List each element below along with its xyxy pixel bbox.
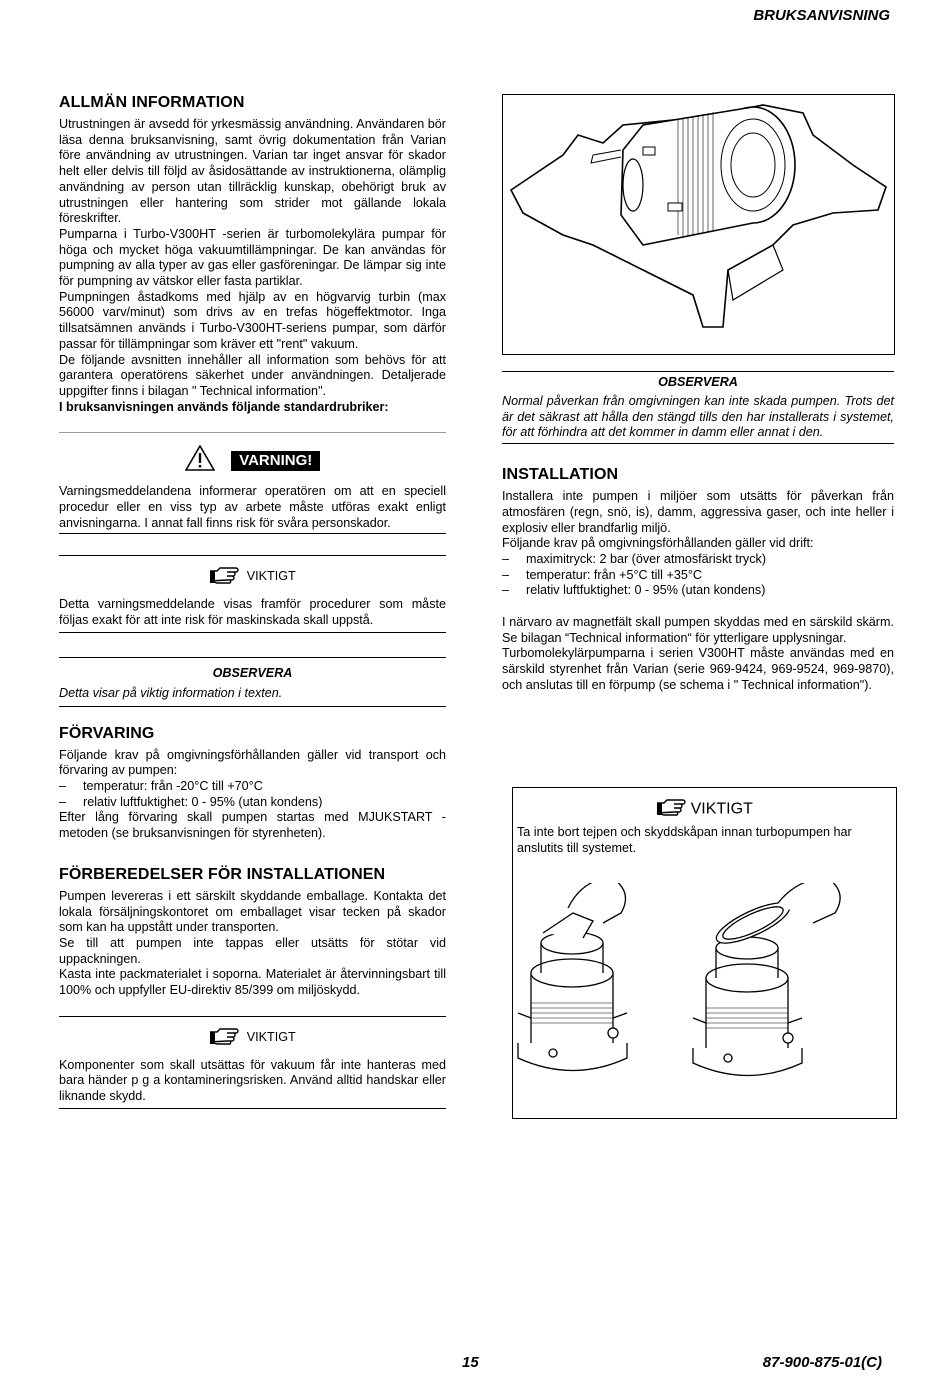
- note-text-2: Normal påverkan från omgivningen kan inte skada pumpen. Trots det är det säkrast att hålla den stängd tills den har installerats i systemet, för att förhindra att det kommer in damm eller annat i den.: [502, 394, 894, 440]
- divider: [59, 432, 446, 433]
- installation-intro: Följande krav på omgivningsförhållanden gäller vid drift:: [502, 536, 814, 551]
- general-info-title: ALLMÄN INFORMATION: [59, 94, 245, 111]
- divider: [59, 1108, 446, 1109]
- warning-heading: [59, 445, 446, 476]
- installation-para-2: I närvaro av magnetfält skall pumpen skyddas med en särskild skärm. Se bilagan “Technical information“ för ytterligare upplysningar.: [502, 615, 894, 645]
- standard-headings-line: I bruksanvisningen används följande standardrubriker:: [59, 399, 389, 414]
- pointing-hand-icon: [209, 1027, 239, 1048]
- general-para-4: De följande avsnitten innehåller all information som behövs för att garantera operatörens säkerhet under användningen. Detaljerade uppgifter finns i bilagan " Technical information".: [59, 352, 446, 398]
- pointing-hand-icon: [656, 798, 686, 821]
- important-box: [512, 787, 897, 1119]
- pointing-hand-icon: [209, 566, 239, 587]
- left-column: [59, 94, 446, 1109]
- installation-title: INSTALLATION: [502, 466, 619, 484]
- warning-label: VARNING!: [231, 451, 320, 471]
- installation-para-3: Turbomolekylärpumparna i serien V300HT måste användas med en särskild styrenhet från Varian (serie 969-9424, 969-9524, 969-9870), och anslutas till en förpump (se schema i " Technical information").: [502, 646, 894, 692]
- list-item: – maximitryck: 2 bar (över atmosfäriskt tryck): [502, 551, 767, 566]
- storage-outro: Efter lång förvaring skall pumpen startas med MJUKSTART -metoden (se bruksanvisningen för styrenheten).: [59, 810, 446, 841]
- important-text-1: Detta varningsmeddelande visas framför procedurer som måste följas exakt för att inte risk för maskinskada skall uppstå.: [59, 597, 446, 628]
- important-heading-1: [59, 566, 446, 587]
- important-label-2: VIKTIGT: [246, 1029, 296, 1044]
- divider: [59, 657, 446, 658]
- divider: [59, 706, 446, 707]
- general-para-3: Pumpningen åstadkoms med hjälp av en högvarvig turbin (max 56000 varv/minut) som drivs av en trefas högeffektmotor. Inga tillsatsämnen används i Turbo-V300HT-seriens pumpar, som därför passar för tillämpningar som kräver ett "rent" vakuum.: [59, 289, 446, 351]
- prep-para-3: Kasta inte packmaterialet i soporna. Materialet är återvinningsbart till 100% och uppfyller EU-direktiv 85/399 om miljöskydd.: [59, 967, 446, 998]
- list-item: – temperatur: från -20°C till +70°C: [59, 778, 263, 793]
- right-column: [502, 94, 894, 694]
- important-heading-3: [513, 798, 896, 821]
- document-number: 87-900-875-01(C): [762, 1354, 882, 1371]
- warning-triangle-icon: [185, 445, 215, 476]
- preparation-title: FÖRBEREDELSER FÖR INSTALLATIONEN: [59, 865, 386, 883]
- tape-removal-illustration: [513, 883, 896, 1103]
- pump-packaging-illustration: [502, 94, 895, 355]
- important-label-3: VIKTIGT: [690, 800, 753, 818]
- divider: [59, 1016, 446, 1017]
- list-item: – relativ luftfuktighet: 0 - 95% (utan kondens): [502, 583, 766, 598]
- divider: [59, 632, 446, 633]
- divider: [59, 533, 446, 534]
- list-item: – temperatur: från +5°C till +35°C: [502, 567, 702, 582]
- important-text-2: Komponenter som skall utsättas för vakuum får inte hanteras med bara händer p g a kontamineringsrisken. Använd alltid handskar eller liknande skydd.: [59, 1057, 446, 1104]
- header-title: BRUKSANVISNING: [753, 7, 890, 24]
- important-heading-2: [59, 1027, 446, 1048]
- warning-text: Varningsmeddelandena informerar operatören om att en speciell procedur eller en viss typ av arbete måste utföras exakt enligt anvisningarna. I annat fall finns risk för svåra personskador.: [59, 484, 446, 530]
- note-label-1: OBSERVERA: [212, 665, 293, 680]
- note-label-2: OBSERVERA: [658, 375, 738, 389]
- divider: [59, 555, 446, 556]
- divider: [502, 443, 894, 444]
- general-para-1: Utrustningen är avsedd för yrkesmässig användning. Användaren bör läsa denna bruksanvisning, samt övrig dokumentation från Varian före användning av utrustningen. Varian tar inget ansvar för skador helt eller delvis till följd av åsidosättande av instruktionerna, olämplig användning av person utan tillräcklig kunskap, obehörigt bruk av utrustningen eller hantering som strider mot gällande lokala föreskrifter.: [59, 117, 446, 226]
- list-item: – relativ luftfuktighet: 0 - 95% (utan kondens): [59, 794, 323, 809]
- note-text-1: Detta visar på viktig information i texten.: [59, 685, 283, 700]
- storage-title: FÖRVARING: [59, 724, 155, 742]
- installation-para-1: Installera inte pumpen i miljöer som utsätts för påverkan från atmosfären (regn, snö, is), damm, aggressiva gaser, och inte heller i explosiv eller brandfarlig miljö.: [502, 489, 894, 535]
- storage-intro: Följande krav på omgivningsförhållanden gäller vid transport och förvaring av pumpen:: [59, 747, 446, 778]
- divider: [502, 371, 894, 372]
- important-text-3: Ta inte bort tejpen och skyddskåpan innan turbopumpen har anslutits till systemet.: [517, 825, 852, 855]
- page-number: 15: [462, 1354, 479, 1371]
- prep-para-1: Pumpen levereras i ett särskilt skyddande emballage. Kontakta det lokala försäljningskontoret om emballaget visar tecken på skador som kan ha uppstått under transporten.: [59, 888, 446, 935]
- general-para-2: Pumparna i Turbo-V300HT -serien är turbomolekylära pumpar för höga och mycket höga vakuumtillämpningar. De kan användas för pumpning av alla typer av gas eller gasföreningar. De lämpar sig inte för pumpning av vätskor eller fasta partiklar.: [59, 226, 446, 289]
- prep-para-2: Se till att pumpen inte tappas eller utsätts för stötar vid uppackningen.: [59, 935, 446, 966]
- important-label-1: VIKTIGT: [246, 569, 296, 584]
